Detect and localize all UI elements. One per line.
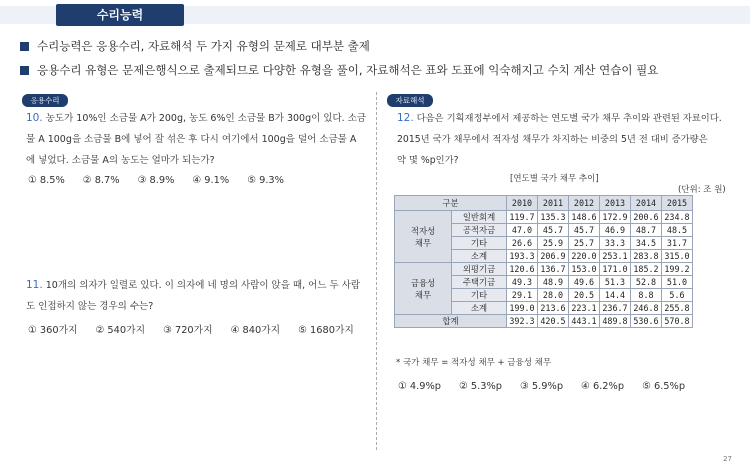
option[interactable]: ⑤ 9.3% xyxy=(247,175,284,186)
question-10: 10. 농도가 10%인 소금물 A가 200g, 농도 6%인 소금물 B가 300g이 있다. 소금 물 A 100g을 소금물 B에 넣어 잘 섞은 후 다시 여기에서 100g을 덜어 소금물 A 에 넣었다. 소금물 A의 농도는 얼마가 되는가? xyxy=(26,112,367,166)
group-total: 합계 xyxy=(395,315,507,328)
table-header-row: 구분 2010 2011 2012 2013 2014 2015 xyxy=(395,196,693,211)
table-row: 공적자금 47.0 45.7 45.7 46.9 48.7 48.5 xyxy=(395,224,693,237)
option[interactable]: ① 8.5% xyxy=(28,175,65,186)
table-row: 소계 199.0 213.6 223.1 236.7 246.8 255.8 xyxy=(395,302,693,315)
option[interactable]: ④ 9.1% xyxy=(192,175,230,186)
option[interactable]: ① 4.9%p xyxy=(398,381,442,392)
table-row: 기타 26.6 25.9 25.7 33.3 34.5 31.7 xyxy=(395,237,693,250)
table-row-total: 합계 392.3 420.5 443.1 489.8 530.6 570.8 xyxy=(395,315,693,328)
bullet-1: 수리능력은 응용수리, 자료해석 두 가지 유형의 문제로 대부분 출제 xyxy=(20,38,370,54)
option[interactable]: ③ 8.9% xyxy=(137,175,175,186)
page-number: 27 xyxy=(723,455,732,463)
column-divider xyxy=(376,92,377,450)
option[interactable]: ④ 840가지 xyxy=(230,325,281,336)
option[interactable]: ③ 5.9%p xyxy=(520,381,564,392)
debt-table xyxy=(394,195,693,328)
table-row: 소계 193.3 206.9 220.0 253.1 283.8 315.0 xyxy=(395,250,693,263)
table-title: [연도별 국가 채무 추이] xyxy=(510,174,599,184)
question-number: 12. xyxy=(397,112,414,124)
question-11: 11. 10개의 의자가 일렬로 있다. 이 의자에 네 명의 사람이 앉을 때, 어느 두 사람 도 인접하지 않는 경우의 수는? xyxy=(26,279,361,312)
option[interactable]: ③ 720가지 xyxy=(163,325,213,336)
section-title: 수리능력 xyxy=(56,4,184,26)
question-12: 12. 다음은 기획재정부에서 제공하는 연도별 국가 채무 추이와 관련된 자료이다. 2015년 국가 채무에서 적자성 채무가 차지하는 비중의 5년 전 대비 증가량은 약 몇 %p인가? xyxy=(397,112,722,166)
square-bullet-icon xyxy=(20,66,29,75)
option[interactable]: ② 8.7% xyxy=(82,175,120,186)
option[interactable]: ② 540가지 xyxy=(95,325,146,336)
bullet-2: 응용수리 유형은 문제은행식으로 출제되므로 다양한 유형을 풀이, 자료해석은 표와 도표에 익숙해지고 수치 계산 연습이 필요 xyxy=(20,62,658,78)
table-unit: (단위: 조 원) xyxy=(678,185,726,195)
square-bullet-icon xyxy=(20,42,29,51)
group-financial-debt: 금융성 채무 xyxy=(395,263,452,315)
table-row: 기타 29.1 28.0 20.5 14.4 8.8 5.6 xyxy=(395,289,693,302)
option[interactable]: ⑤ 1680가지 xyxy=(298,325,354,336)
options-11 xyxy=(28,322,372,336)
table-note: * 국가 채무 = 적자성 채무 + 금융성 채무 xyxy=(396,358,552,368)
question-number: 10. xyxy=(26,112,43,124)
tag-applied-math: 응용수리 xyxy=(22,94,68,107)
option[interactable]: ② 5.3%p xyxy=(459,381,503,392)
options-12 xyxy=(398,381,703,392)
table-row: 적자성 채무 일반회계 119.7 135.3 148.6 172.9 200.6 234.8 xyxy=(395,211,693,224)
group-deficit-debt: 적자성 채무 xyxy=(395,211,452,263)
table-row: 주택기금 49.3 48.9 49.6 51.3 52.8 51.0 xyxy=(395,276,693,289)
options-10 xyxy=(28,175,302,186)
question-number: 11. xyxy=(26,279,43,291)
option[interactable]: ① 360가지 xyxy=(28,325,78,336)
option[interactable]: ⑤ 6.5%p xyxy=(642,381,686,392)
option[interactable]: ④ 6.2%p xyxy=(581,381,625,392)
tag-data-analysis: 자료해석 xyxy=(387,94,433,107)
table-row: 금융성 채무 외평기금 120.6 136.7 153.0 171.0 185.2 199.2 xyxy=(395,263,693,276)
